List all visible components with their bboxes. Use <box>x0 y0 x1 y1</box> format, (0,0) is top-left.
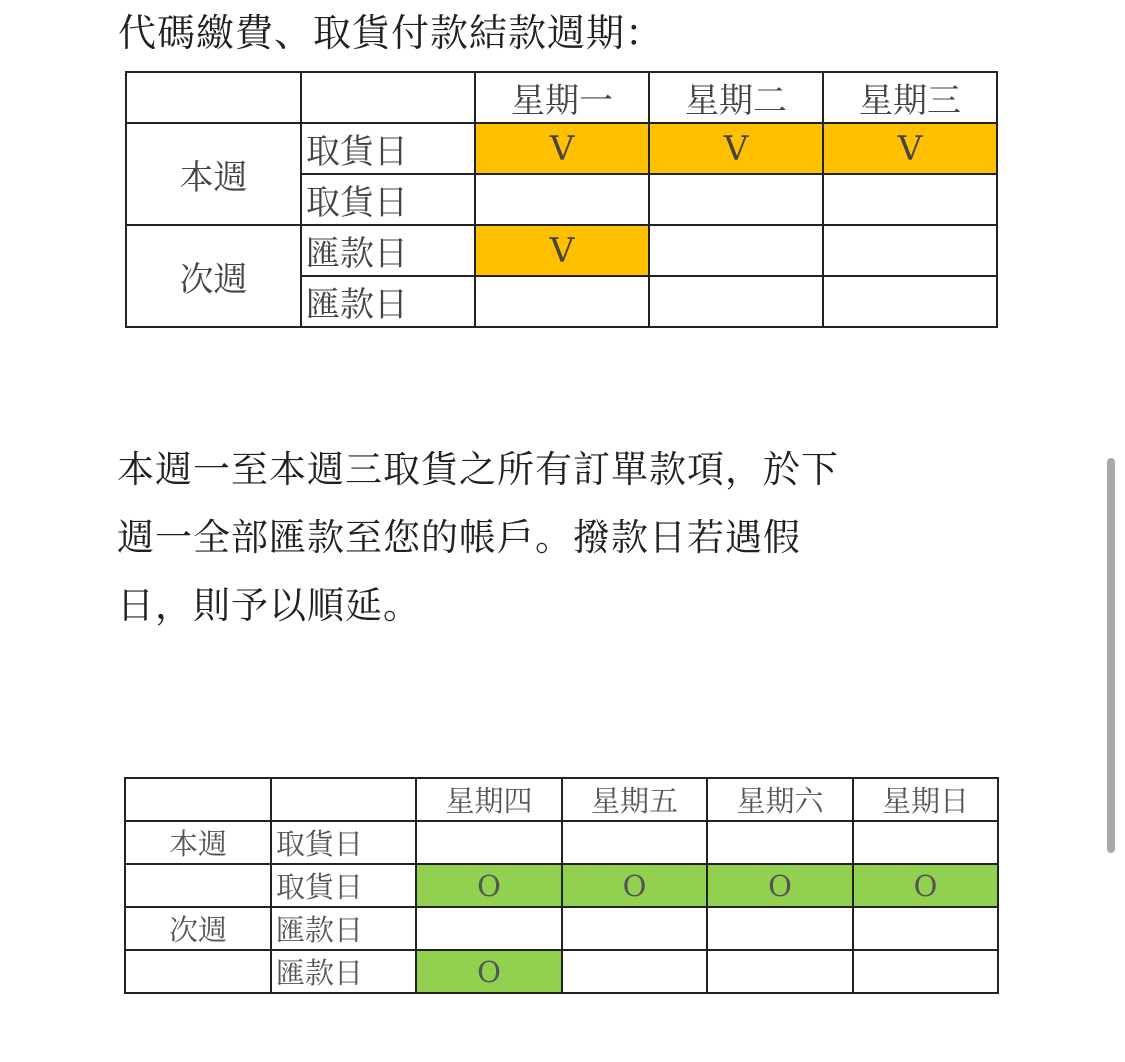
table-cell <box>823 276 997 327</box>
table-cell: O <box>562 864 707 907</box>
header-cell <box>271 778 416 821</box>
table-row <box>125 907 998 950</box>
table-row <box>126 123 997 174</box>
table-cell: O <box>416 864 562 907</box>
header-cell-saturday: 星期六 <box>707 778 853 821</box>
table-header-row <box>125 778 998 821</box>
table-cell <box>416 821 562 864</box>
table-cell <box>707 907 853 950</box>
header-cell-tuesday: 星期二 <box>649 72 823 123</box>
group-label-this-week: 本週 <box>125 821 271 864</box>
table-cell <box>475 276 649 327</box>
table-cell <box>823 225 997 276</box>
table-cell: V <box>475 225 649 276</box>
table-cell: V <box>649 123 823 174</box>
paragraph-line: 週一全部匯款至您的帳戶。撥款日若遇假 <box>117 516 801 559</box>
group-label-this-week: 本週 <box>126 123 301 225</box>
header-cell-sunday: 星期日 <box>853 778 998 821</box>
paragraph-line: 本週一至本週三取貨之所有訂單款項，於下 <box>117 448 839 491</box>
header-cell <box>126 72 301 123</box>
vertical-scrollbar[interactable] <box>1107 458 1115 853</box>
row-label: 取貨日 <box>301 123 475 174</box>
table-row <box>126 225 997 276</box>
table-row <box>125 864 998 907</box>
group-label-empty <box>125 864 271 907</box>
paragraph-line: 日，則予以順延。 <box>117 584 421 627</box>
settlement-table-thu-sun <box>124 777 999 994</box>
table-cell <box>416 907 562 950</box>
header-cell <box>301 72 475 123</box>
table-cell <box>562 950 707 993</box>
table-cell <box>853 907 998 950</box>
table-cell <box>475 174 649 225</box>
row-label: 取貨日 <box>301 174 475 225</box>
table-cell <box>707 821 853 864</box>
table-cell <box>649 225 823 276</box>
header-cell-monday: 星期一 <box>475 72 649 123</box>
group-label-next-week: 次週 <box>125 907 271 950</box>
table-cell <box>823 174 997 225</box>
settlement-description <box>117 436 1017 640</box>
table-cell <box>562 821 707 864</box>
table-cell: V <box>823 123 997 174</box>
header-cell-thursday: 星期四 <box>416 778 562 821</box>
table-cell <box>649 174 823 225</box>
table-header-row <box>126 72 997 123</box>
table-row <box>125 950 998 993</box>
table-cell <box>562 907 707 950</box>
header-cell <box>125 778 271 821</box>
settlement-table-mon-wed <box>125 71 998 328</box>
table-cell: V <box>475 123 649 174</box>
table-cell <box>649 276 823 327</box>
page-heading: 代碼繳費、取貨付款結款週期： <box>118 11 665 55</box>
table-cell <box>853 950 998 993</box>
table-cell: O <box>416 950 562 993</box>
table-cell: O <box>707 864 853 907</box>
table-cell: O <box>853 864 998 907</box>
row-label: 匯款日 <box>271 907 416 950</box>
row-label: 匯款日 <box>301 276 475 327</box>
row-label: 取貨日 <box>271 864 416 907</box>
table-cell <box>707 950 853 993</box>
table-row <box>125 821 998 864</box>
row-label: 取貨日 <box>271 821 416 864</box>
header-cell-wednesday: 星期三 <box>823 72 997 123</box>
row-label: 匯款日 <box>271 950 416 993</box>
group-label-empty <box>125 950 271 993</box>
table-cell <box>853 821 998 864</box>
group-label-next-week: 次週 <box>126 225 301 327</box>
header-cell-friday: 星期五 <box>562 778 707 821</box>
row-label: 匯款日 <box>301 225 475 276</box>
